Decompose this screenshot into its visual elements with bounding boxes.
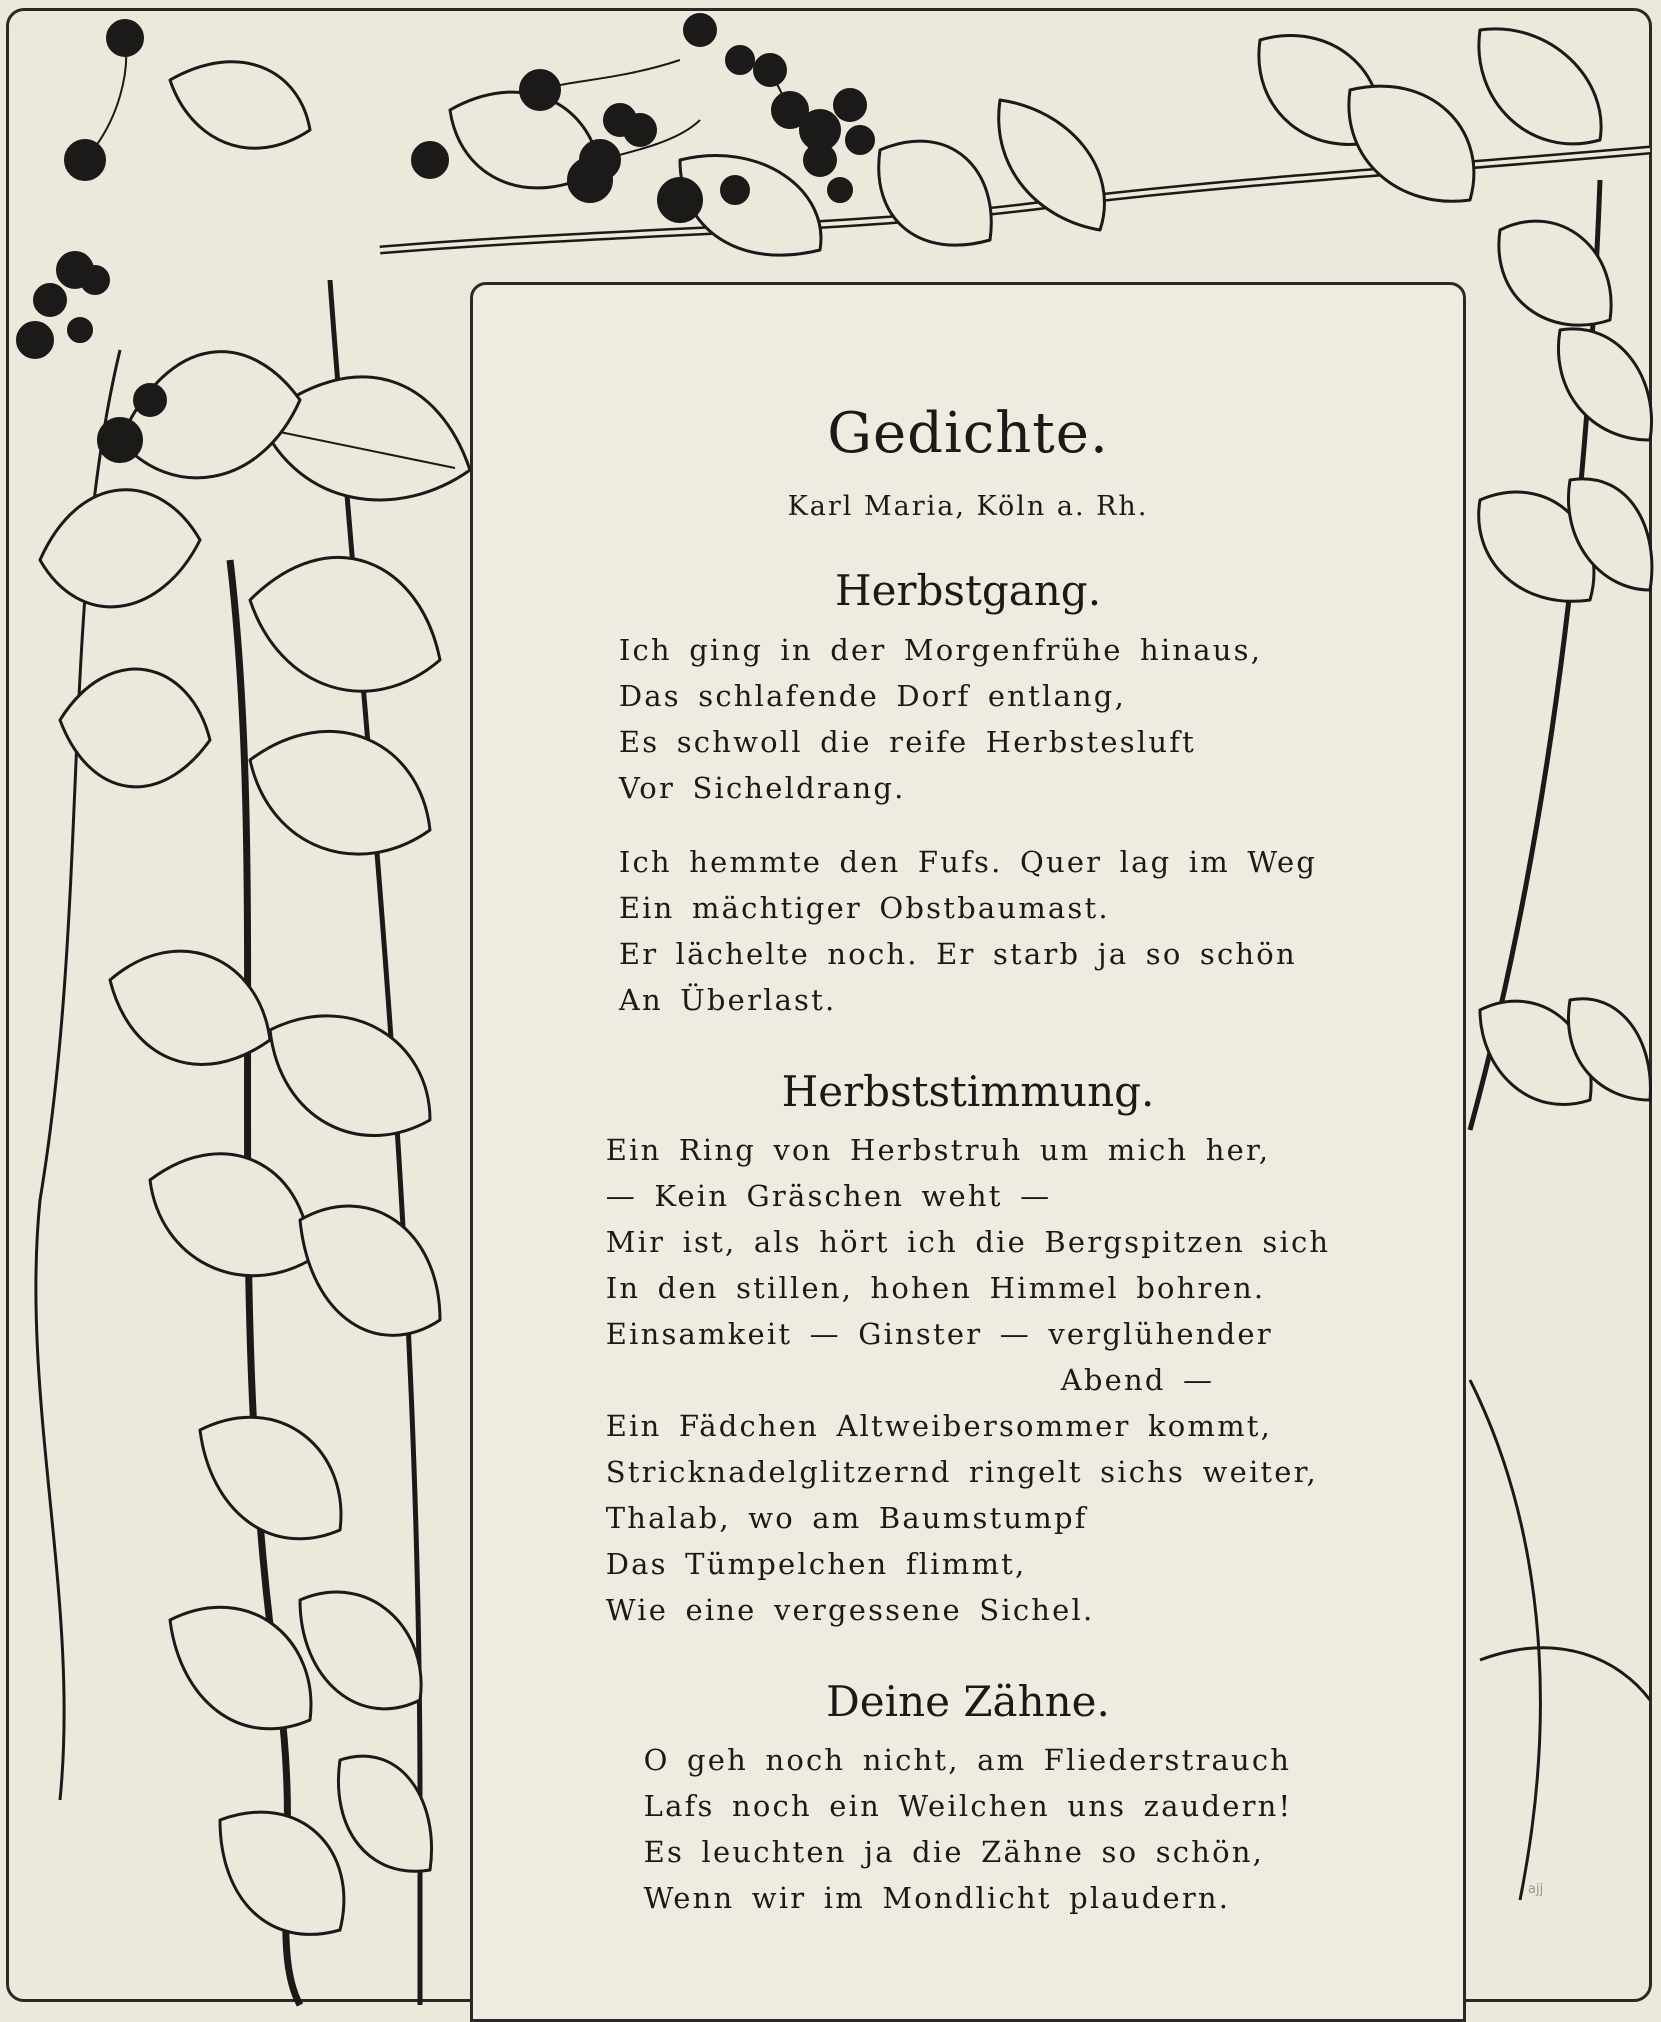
verse-line: Das Tümpelchen flimmt, <box>605 1546 1027 1581</box>
stanza <box>606 1127 1331 1633</box>
leaf-group-left <box>40 352 470 1935</box>
stanza <box>619 627 1317 811</box>
verse-line: Ich ging in der Morgenfrühe hinaus, <box>618 632 1263 667</box>
poem-content <box>470 282 1466 1921</box>
verse-line: Ich hemmte den Fufs. Quer lag im Weg <box>618 844 1318 879</box>
poem-title-herbststimmung: Herbststimmung. <box>781 1066 1155 1116</box>
stanza <box>619 839 1317 1023</box>
verse-line: Er lächelte noch. Er starb ja so schön <box>618 936 1297 971</box>
verse-line: In den stillen, hohen Himmel bohren. <box>605 1270 1266 1305</box>
verse-line: Wie eine vergessene Sichel. <box>605 1592 1095 1627</box>
author-line: Karl Maria, Köln a. Rh. <box>787 491 1149 523</box>
verse-line: Mir ist, als hört ich die Bergspitzen sich <box>605 1224 1331 1259</box>
verse-line: O geh noch nicht, am Fliederstrauch <box>643 1743 1292 1778</box>
verse-line: Ein mächtiger Obstbaumast. <box>618 890 1110 925</box>
verse-line: Vor Sicheldrang. <box>618 770 906 805</box>
poem-herbstgang <box>619 627 1317 1023</box>
poem-herbststimmung <box>606 1127 1331 1633</box>
verse-line: Einsamkeit — Ginster — verglühender <box>605 1316 1273 1351</box>
verse-line: Thalab, wo am Baumstumpf <box>605 1500 1088 1535</box>
poem-title-herbstgang: Herbstgang. <box>834 566 1102 616</box>
poem-deine-zaehne <box>644 1737 1293 1921</box>
verse-line: Ein Fädchen Altweibersommer kommt, <box>605 1408 1273 1443</box>
page-title: Gedichte. <box>827 401 1109 466</box>
poem-title-deine-zaehne: Deine Zähne. <box>826 1676 1110 1726</box>
verse-line: Es leuchten ja die Zähne so schön, <box>643 1835 1265 1870</box>
leaf-group-right <box>1479 221 1652 1104</box>
verse-line: — Kein Gräschen weht — <box>605 1178 1052 1213</box>
verse-line: An Überlast. <box>618 982 837 1017</box>
stanza <box>644 1737 1293 1921</box>
corner-mark: ajj <box>1528 1882 1544 1897</box>
verse-line: Es schwoll die reife Herbstesluft <box>618 724 1196 759</box>
verse-line: Lafs noch ein Weilchen uns zaudern! <box>643 1789 1293 1824</box>
verse-line: Ein Ring von Herbstruh um mich her, <box>605 1132 1271 1167</box>
verse-line: Stricknadelglitzernd ringelt sichs weiter, <box>605 1454 1318 1489</box>
verse-line: Wenn wir im Mondlicht plaudern. <box>643 1881 1231 1916</box>
verse-line: Abend — <box>1060 1362 1215 1397</box>
verse-line: Das schlafende Dorf entlang, <box>618 678 1126 713</box>
